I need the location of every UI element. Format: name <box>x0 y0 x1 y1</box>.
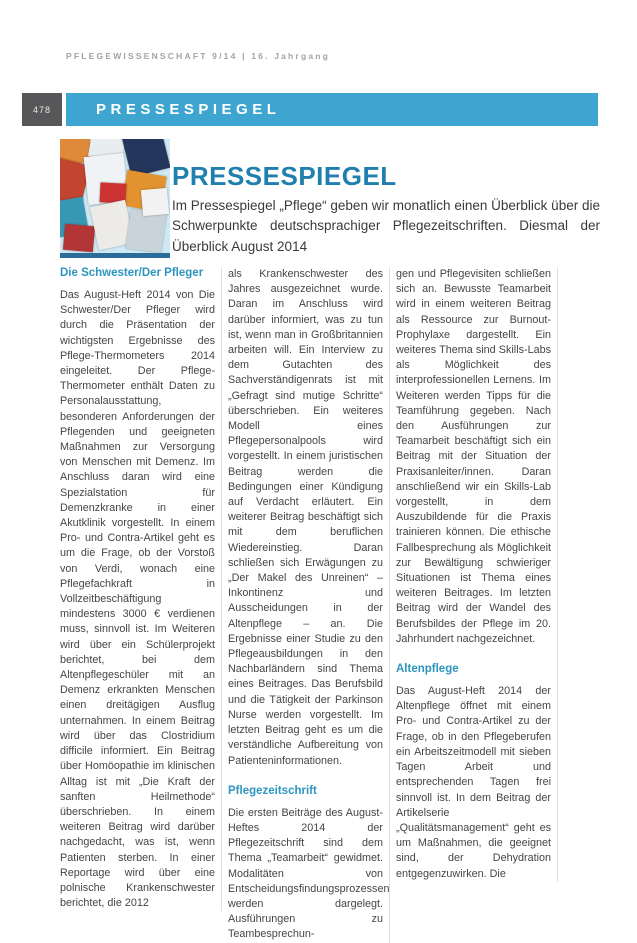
magazine-cover-tile <box>141 188 169 216</box>
column-text: gen und Pflegevisiten schließen sich an. Bewusste Teamarbeit wird in einem weiteren Beitrag als Ressource zur Burnout-Prophylaxe dargestellt. Ein weiteres Thema sind Skills-Labs als Möglichkeit des interprofessionellen Lernens. Im Weiteren werden Tipps für die Teamführung gegeben. Nach den Ausführungen zur Teamarbeit beschäftigt sich ein Beitrag mit der Situation der Praxisanleiter/innen. Daran anschließend wir ein Skills-Lab vorgestellt, in dem Auszubildende für die Praxis trainieren können. Die ethische Fallbesprechung als Möglichkeit zur Bewältigung schwieriger Situationen ist Thema eines weiteren Beitrages. Im letzten Beitrag wird der Wandel des Berufsbildes der Pflege im 20. Jahrhundert nachgezeichnet. <box>396 268 551 645</box>
press-review-columns <box>60 267 580 943</box>
column-text: Das August-Heft 2014 von Die Schwester/Der Pfleger wird durch die Präsentation der wichtigsten Ergebnisse des Pflege-Thermometers 2014 eingeleitet. Der Pflege-Thermometer enthält Daten zu Personalausstattung, besonderen Anforderungen der Pflegenden und geeigneten Maßnahmen zur Versorgung von Menschen mit Demenz. Im Anschluss daran wird eine Spezialstation für Demenzkranke in einer Akutklinik vorgestellt. In einem Pro- und Contra-Artikel geht es um die Frage, ob der Vorstoß von Verdi, wonach eine Pflegefachkraft in Vollzeitbeschäftigung mindestens 3000 € verdienen muss, sinnvoll ist. Im Weiteren wird über ein Schülerprojekt berichtet, bei dem Altenpflegeschüler mit an Demenz erkrankten Menschen einen dreitägigen Ausflug unternahmen. In einem Beitrag wird über das Clostridium difficile informiert. Ein Beitrag über Homöopathie im klinischen Alltag ist mit „Die Kraft der sanften Heilmethode“ überschrieben. In einem weiteren Beitrag wird darüber nachgedacht, was ist, wenn Patienten sterben. In einer Reportage wird über eine polnische Krankenschwester berichtet, die 2012 <box>60 289 215 910</box>
column-text: Das August-Heft 2014 der Altenpflege öffnet mit einem Pro- und Contra-Artikel zu der Frage, ob in den Pflegeberufen ein Arbeitszeitmodell mit sieben Tagen Arbeit und entsprechenden Tagen frei sinnvoll ist. In dem Beitrag der Artikelserie „Qualitätsmanagement“ geht es um Maßnahmen, die geeignet sind, der Dehydration entgegenzuwirken. Die <box>396 685 551 880</box>
journal-issue-header: PFLEGEWISSENSCHAFT 9/14 | 16. Jahrgang <box>66 51 331 61</box>
page-number-badge: 478 <box>22 93 62 126</box>
column-right <box>396 267 558 882</box>
magazine-collage-photo <box>60 139 170 258</box>
section-heading-altenpflege: Altenpflege <box>396 663 459 676</box>
column-middle <box>228 267 390 943</box>
section-heading-die-schwester: Die Schwester/Der Pfleger <box>60 267 204 279</box>
column-text: Die ersten Beiträge des August-Heftes 2014 der Pflegezeitschrift sind dem Thema „Teamarbeit“ gewidmet. Modalitäten von Entscheidungsfindungsprozessen werden dargelegt. Ausführungen zu Teambesprechun- <box>228 806 390 941</box>
intro-paragraph: Im Pressespiegel „Pflege“ geben wir monatlich einen Überblick über die Schwerpunkte deutschsprachiger Pflegezeitschriften. Diesmal der Überblick August 2014 <box>172 197 600 254</box>
column-die-schwester <box>60 267 222 911</box>
magazine-cover-tile <box>63 224 95 253</box>
page-title: PRESSESPIEGEL <box>172 161 397 192</box>
section-heading-pflegezeitschrift: Pflegezeitschrift <box>228 784 317 797</box>
column-text: als Krankenschwester des Jahres ausgezeichnet wurde. Daran im Anschluss wird darüber informiert, was zu tun ist, wenn man in Großbritannien arbeiten will. Ein Interview zu dem Gutachten des Sachverständigenrats ist mit „Gefragt sind mutige Schritte“ überschrieben. Ein weiteres Modell eines Pflegepersonalpools wird vorgestellt. In einem juristischen Beitrag werden die Bedingungen einer Kündigung auf Verdacht erläutert. Ein weiterer Beitrag beschäftigt sich mit dem beruflichen Wiedereinstieg. Daran schließen sich Erwägungen zu „Der Makel des Unreinen“ – Inkontinenz und Ausscheidungen in der Altenpflege – an. Die Ergebnisse einer Studie zu den Pflegeausbildungen in den Nachbarländern sind Thema eines Beitrages. Das Berufsbild und die Tätigkeit der Parkinson Nurse werden vorgestellt. Im letzten Beitrag geht es um die verständliche Aufbereitung von Patienteninformationen. <box>228 268 383 767</box>
section-banner: PRESSESPIEGEL <box>66 93 598 126</box>
